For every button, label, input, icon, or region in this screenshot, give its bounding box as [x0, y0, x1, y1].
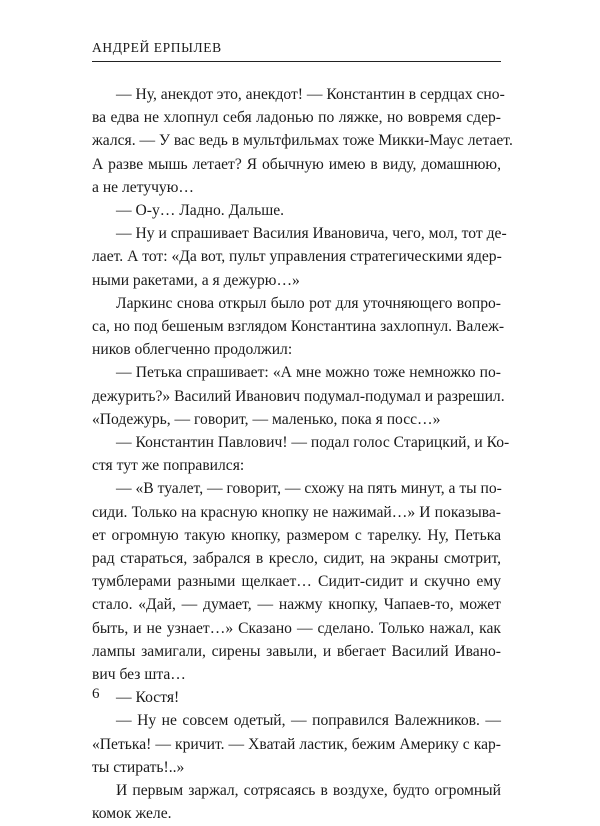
text-line: — Ну и спрашивает Василия Ивановича, чего, мол, тот де-	[116, 225, 507, 243]
text-line: ников облегченно продолжил:	[92, 341, 293, 359]
text-line: — «В туалет, — говорит, — схожу на пять минут, а ты по-	[116, 480, 502, 498]
text-line: ными ракетами, а я дежурю…»	[92, 271, 300, 289]
text-line: — Петька спрашивает: «А мне можно тоже немножко по-	[116, 364, 501, 382]
text-line: стя тут же поправился:	[92, 457, 245, 475]
text-line: «Петька! — кричит. — Хватай ластик, бежим Америку с кар-	[92, 735, 501, 753]
text-line: са, но под бешеным взглядом Константина захлопнул. Валеж-	[92, 318, 505, 336]
text-line: — Ну, анекдот это, анекдот! — Константин в сердцах сно-	[116, 86, 505, 103]
text-line: ет огромную такую кнопку, размером с тарелку. Ну, Петька	[92, 526, 501, 544]
text-line: стало. «Дай, — думает, — нажму кнопку, Чапаев-то, может	[92, 596, 501, 614]
text-line: Ларкинс снова открыл было рот для уточняющего вопро-	[116, 294, 501, 312]
text-line: — Ну не совсем одетый, — поправился Валежников. —	[116, 712, 501, 730]
text-line: ва едва не хлопнул себя ладонью по ляжке, но вовремя сдер-	[92, 109, 501, 127]
text-line: тумблерами разными щелкает… Сидит-сидит и скучно ему	[92, 573, 501, 591]
text-line: — Костя!	[116, 689, 180, 707]
text-line: А разве мышь летает? Я обычную имею в виду, домашнюю,	[92, 155, 501, 173]
text-line: — О-у… Ладно. Дальше.	[116, 202, 285, 220]
text-line: лает. А тот: «Да вот, пульт управления стратегическими ядер-	[92, 248, 502, 266]
text-line: жался. — У вас ведь в мультфильмах тоже Микки-Маус летает.	[92, 132, 513, 150]
text-line: сиди. Только на красную кнопку не нажимай…» И показыва-	[92, 503, 501, 521]
text-line: рад стараться, забрался в кресло, сидит, на экраны смотрит,	[92, 550, 501, 568]
text-line: комок желе.	[92, 805, 172, 823]
text-line: И первым заржал, сотрясаясь в воздухе, будто огромный	[116, 782, 501, 800]
text-line: «Подежурь, — говорит, — маленько, пока я посс…»	[92, 410, 441, 428]
text-line: ты стирать!..»	[92, 758, 185, 776]
page-number: 6	[92, 686, 100, 702]
text-line: быть, и не узнает…» Сказано — сделано. Только нажал, как	[92, 619, 501, 637]
text-line: дежурить?» Василий Иванович подумал-подумал и разрешил.	[92, 387, 505, 405]
body-text	[92, 83, 513, 826]
header-rule	[92, 61, 501, 62]
text-line: — Константин Павлович! — подал голос Старицкий, и Ко-	[116, 434, 510, 452]
text-line: вич без шта…	[92, 666, 186, 684]
text-line: лампы замигали, сирены завыли, и вбегает Василий Ивано-	[92, 642, 501, 660]
text-line: а не летучую…	[92, 178, 194, 196]
running-header: АНДРЕЙ ЕРПЫЛЕВ	[92, 40, 222, 55]
